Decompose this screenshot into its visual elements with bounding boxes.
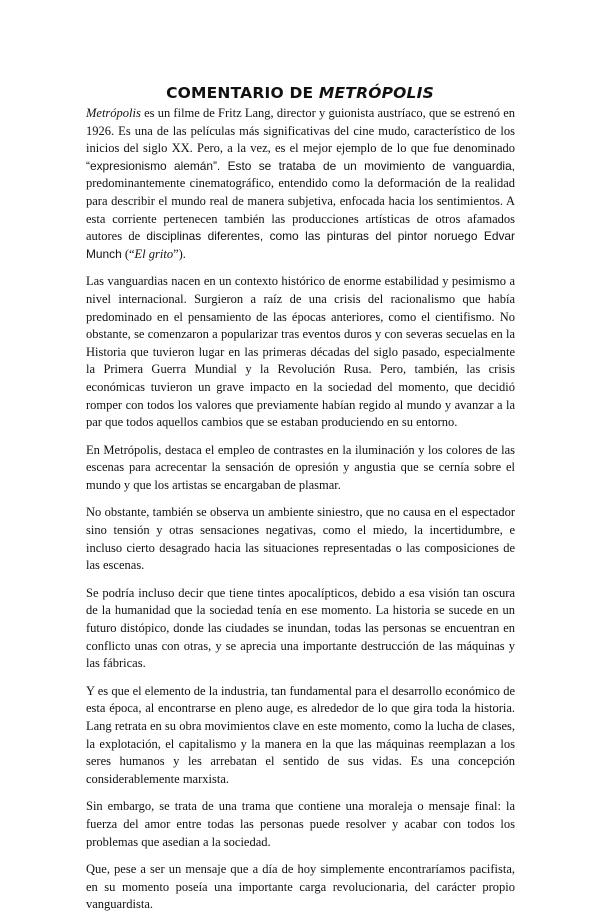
paragraph-3: En Metrópolis, destaca el empleo de contrastes en la iluminación y los colores de las escenas para acrecentar la sensación de opresión y angustia que se cernía sobre el mundo y que los artistas se encargaban de plasmar.	[86, 442, 515, 492]
paragraph-5: Se podría incluso decir que tiene tintes apocalípticos, debido a esa visión tan oscura de la humanidad que la sociedad tenía en ese momento. La historia se sucede en un futuro distópico, donde las ciudades se inundan, todas las personas se encuentran en conflicto unas con otras, y se aprecia una importante destrucción de las máquinas y las fábricas.	[86, 585, 515, 671]
paragraph-8: Que, pese a ser un mensaje que a día de hoy simplemente encontraríamos pacifista, en su momento poseía una importante carga revolucionaria, del carácter propio vanguardista.	[86, 862, 515, 912]
page-title	[0, 84, 600, 102]
document-body	[86, 105, 515, 924]
munch-reference: disciplinas diferentes, como las pinturas del pintor noruego Edvar Munch	[86, 229, 515, 261]
paragraph-1: Metrópolis es un filme de Fritz Lang, director y guionista austríaco, que se estrenó en 1926. Es una de las películas más significativas del cine mudo, característico de los inicios del siglo XX. Pero, a la vez, es el mejor ejemplo de lo que fue denominado “expresionismo alemán”. Esto se trataba de un movimiento de vanguardia, predominantemente cinematográfico, entendido como la deformación de la realidad para describir el mundo real de manera subjetiva, enfocada hacia los sentimientos. A esta corriente pertenecen también las producciones artísticas de otros afamados autores de disciplinas diferentes, como las pinturas del pintor noruego Edvar Munch (“El grito”).	[86, 106, 515, 261]
paragraph-2: Las vanguardias nacen en un contexto histórico de enorme estabilidad y pesimismo a nivel internacional. Surgieron a raíz de una crisis del racionalismo que había predominado en el pensamiento de las épocas anteriores, como el cientifismo. No obstante, se comenzaron a popularizar tras eventos duros y con severas secuelas en la Historia que tuvieron lugar en las primeras décadas del siglo pasado, especialmente la Primera Guerra Mundial y la Revolución Rusa. Pero, también, las crisis económicas tuvieron un grave impacto en la sociedad del momento, que decidió romper con todos los valores que previamente habían regido al mundo y avanzar a la par que todos aquellos cambios que se estaban produciendo en su entorno.	[86, 274, 515, 430]
film-title: Metrópolis	[86, 106, 141, 120]
paragraph-4: No obstante, también se observa un ambiente siniestro, que no causa en el espectador sino tensión y otras sensaciones negativas, como el miedo, la incertidumbre, e incluso cierto desagrado hacia las situaciones representadas o las composiciones de las escenas.	[86, 505, 515, 573]
expressionism-quote: “expresionismo alemán”. Esto se trataba de un movimiento de vanguardia,	[86, 158, 515, 173]
title-emphasis: METRÓPOLIS	[318, 84, 434, 103]
title-prefix: COMENTARIO DE	[166, 84, 319, 103]
artwork-title: El grito	[134, 246, 174, 261]
paragraph-6: Y es que el elemento de la industria, tan fundamental para el desarrollo económico de esta época, al encontrarse en pleno auge, es alrededor de lo que gira toda la historia. Lang retrata en su obra movimientos clave en este momento, como la lucha de clases, la explotación, el capitalismo y la manera en la que las máquinas reemplazan a los seres humanos y les arrebatan el sentido de sus vidas. Es una concepción considerablemente marxista.	[86, 683, 515, 786]
paragraph-7: Sin embargo, se trata de una trama que contiene una moraleja o mensaje final: la fuerza del amor entre todas las personas puede resolver y acabar con todos los problemas que asedian a la sociedad.	[86, 799, 515, 849]
